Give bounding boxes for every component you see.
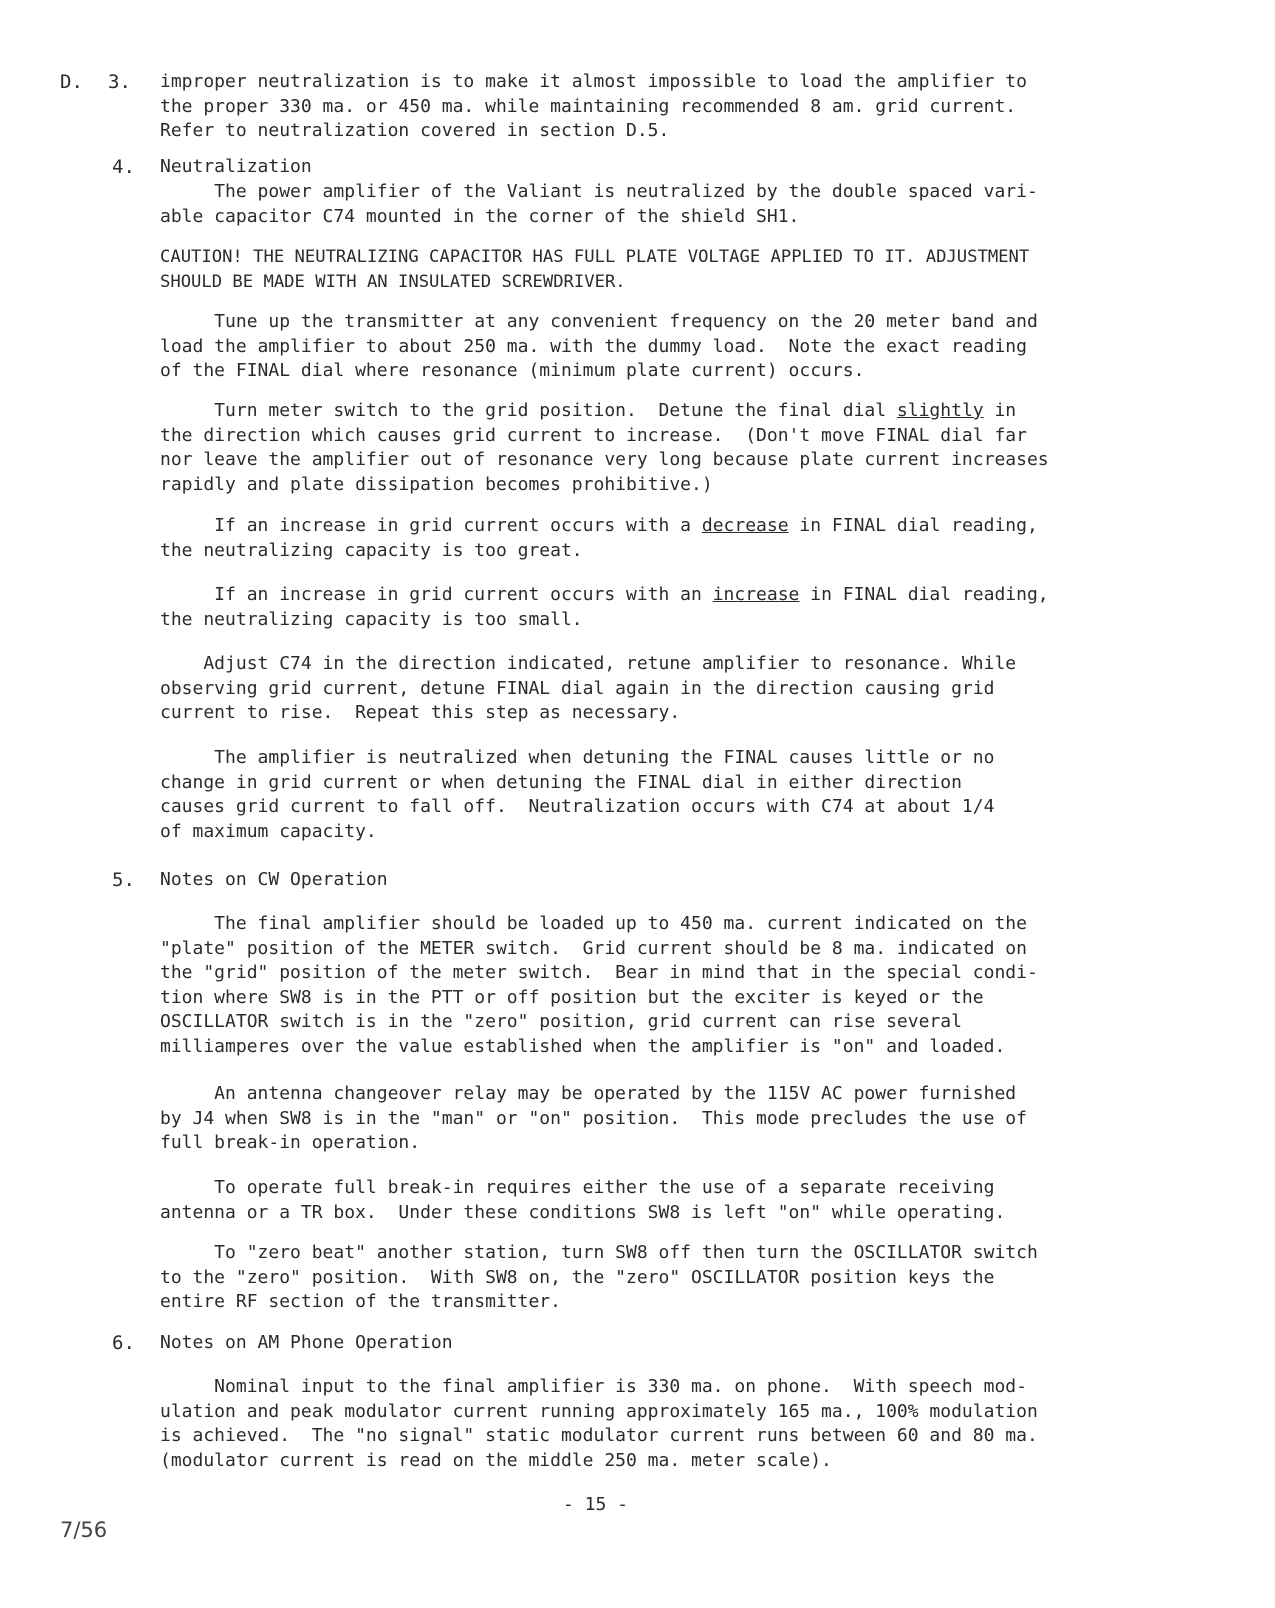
text-line: is achieved. The "no signal" static modulator current runs between 60 and 80 ma. xyxy=(160,1425,1038,1447)
text-line: in FINAL dial reading, xyxy=(799,584,1049,605)
text-line: improper neutralization is to make it almost impossible to load the amplifier to xyxy=(160,71,1027,92)
underlined-word: increase xyxy=(712,584,800,605)
text-line: ulation and peak modulator current running approximately 165 ma., 100% modulation xyxy=(160,1400,1038,1422)
underlined-word: slightly xyxy=(896,400,984,421)
item-number-4: 4. xyxy=(112,156,135,178)
text-line: (modulator current is read on the middle 250 ma. meter scale). xyxy=(160,1449,832,1471)
paragraph-meter-switch xyxy=(160,399,1200,497)
paragraph-decrease xyxy=(160,514,1200,563)
text-line: The amplifier is neutralized when detuning the FINAL causes little or no xyxy=(160,747,995,768)
text-line: Tune up the transmitter at any convenient frequency on the 20 meter band and xyxy=(160,311,1038,332)
date-code: 7/56 xyxy=(60,1518,108,1542)
paragraph-cw-break-in xyxy=(160,1176,1200,1225)
text-line: An antenna changeover relay may be operated by the 115V AC power furnished xyxy=(160,1083,1017,1104)
text-line: entire RF section of the transmitter. xyxy=(160,1291,561,1313)
text-line: To operate full break-in requires either the use of a separate receiving xyxy=(160,1177,995,1198)
paragraph-tune-up xyxy=(160,310,1200,384)
text-line: To "zero beat" another station, turn SW8 off then turn the OSCILLATOR switch xyxy=(160,1242,1038,1263)
text-line: full break-in operation. xyxy=(160,1132,421,1154)
paragraph-increase xyxy=(160,583,1200,632)
text-line: nor leave the amplifier out of resonance very long because plate current increases xyxy=(160,449,1049,471)
text-line: If an increase in grid current occurs with an xyxy=(160,584,713,605)
text-line: The final amplifier should be loaded up to 450 ma. current indicated on the xyxy=(160,913,1027,934)
text-line: in FINAL dial reading, xyxy=(788,515,1038,536)
caution-note xyxy=(160,245,1200,294)
text-line: antenna or a TR box. Under these conditions SW8 is left "on" while operating. xyxy=(160,1201,1006,1223)
heading-neutralization: Neutralization xyxy=(160,156,312,177)
text-line: the proper 330 ma. or 450 ma. while maintaining recommended 8 am. grid current. xyxy=(160,95,1017,117)
text-line: able capacitor C74 mounted in the corner of the shield SH1. xyxy=(160,205,800,227)
item-number-6: 6. xyxy=(112,1332,135,1354)
text-line: of the FINAL dial where resonance (minimum plate current) occurs. xyxy=(160,360,865,382)
text-line: the "grid" position of the meter switch. Bear in mind that in the special condi- xyxy=(160,962,1038,984)
item-number-3: 3. xyxy=(108,71,131,93)
text-line: Adjust C74 in the direction indicated, retune amplifier to resonance. While xyxy=(160,653,1017,674)
text-line: the direction which causes grid current to increase. (Don't move FINAL dial far xyxy=(160,424,1027,446)
paragraph-neutralized xyxy=(160,746,1200,844)
paragraph-adjust xyxy=(160,652,1200,726)
text-line: "plate" position of the METER switch. Grid current should be 8 ma. indicated on xyxy=(160,937,1027,959)
text-line: milliamperes over the value established when the amplifier is "on" and loaded. xyxy=(160,1035,1006,1057)
paragraph-am-phone xyxy=(160,1375,1200,1473)
text-line: change in grid current or when detuning the FINAL dial in either direction xyxy=(160,771,962,793)
text-line: to the "zero" position. With SW8 on, the "zero" OSCILLATOR position keys the xyxy=(160,1266,995,1288)
text-line: Turn meter switch to the grid position. Detune the final dial xyxy=(160,400,897,421)
text-line: The power amplifier of the Valiant is neutralized by the double spaced vari- xyxy=(160,181,1038,202)
page-number: - 15 - xyxy=(563,1494,629,1515)
paragraph-neutralization-intro xyxy=(160,180,1200,229)
text-line: observing grid current, detune FINAL dial again in the direction causing grid xyxy=(160,677,995,699)
underlined-word: decrease xyxy=(701,515,789,536)
text-line: in xyxy=(983,400,1017,421)
text-line: current to rise. Repeat this step as necessary. xyxy=(160,702,681,724)
heading-am-phone-operation: Notes on AM Phone Operation xyxy=(160,1332,453,1353)
paragraph-cw-zero-beat xyxy=(160,1241,1200,1315)
text-line: SHOULD BE MADE WITH AN INSULATED SCREWDRIVER. xyxy=(160,271,626,292)
text-line: If an increase in grid current occurs with a xyxy=(160,515,702,536)
text-line: Refer to neutralization covered in section D.5. xyxy=(160,120,670,142)
item-number-5: 5. xyxy=(112,869,135,891)
text-line: Nominal input to the final amplifier is 330 ma. on phone. With speech mod- xyxy=(160,1376,1027,1397)
text-line: by J4 when SW8 is in the "man" or "on" position. This mode precludes the use of xyxy=(160,1107,1027,1129)
text-line: rapidly and plate dissipation becomes prohibitive.) xyxy=(160,473,713,495)
text-line: load the amplifier to about 250 ma. with the dummy load. Note the exact reading xyxy=(160,335,1027,357)
text-line: OSCILLATOR switch is in the "zero" position, grid current can rise several xyxy=(160,1011,962,1033)
paragraph-cw-loading xyxy=(160,912,1200,1060)
paragraph-cw-relay xyxy=(160,1082,1200,1156)
text-line: tion where SW8 is in the PTT or off position but the exciter is keyed or the xyxy=(160,986,984,1008)
text-line: the neutralizing capacity is too small. xyxy=(160,608,583,630)
heading-cw-operation: Notes on CW Operation xyxy=(160,869,388,890)
section-label: D. xyxy=(60,71,83,93)
paragraph-3 xyxy=(160,70,1200,144)
text-line: the neutralizing capacity is too great. xyxy=(160,539,583,561)
text-line: causes grid current to fall off. Neutralization occurs with C74 at about 1/4 xyxy=(160,796,995,818)
text-line: of maximum capacity. xyxy=(160,820,377,842)
text-line: CAUTION! THE NEUTRALIZING CAPACITOR HAS FULL PLATE VOLTAGE APPLIED TO IT. ADJUSTMENT xyxy=(160,247,1030,267)
